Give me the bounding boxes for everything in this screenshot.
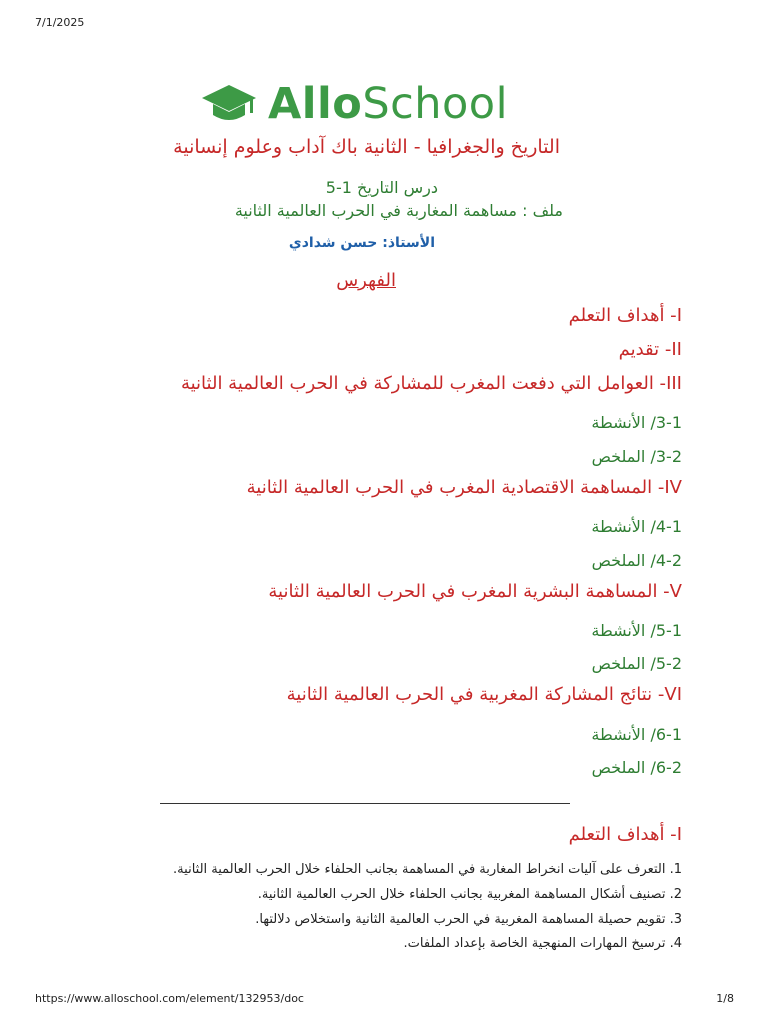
toc-subitem[interactable]: 3-2/ الملخص xyxy=(591,447,682,466)
objective-item: 2. تصنيف أشكال المساهمة المغربية بجانب الحلفاء خلال الحرب العالمية الثانية. xyxy=(257,887,682,902)
toc-subitem[interactable]: 5-2/ الملخص xyxy=(591,654,682,673)
toc-item[interactable]: IV- المساهمة الاقتصادية المغرب في الحرب العالمية الثانية xyxy=(246,477,682,498)
teacher-name: الأستاذ: حسن شدادي xyxy=(288,235,435,251)
toc-subitem[interactable]: 5-1/ الأنشطة xyxy=(591,621,682,640)
toc-subitem[interactable]: 6-1/ الأنشطة xyxy=(591,725,682,744)
alloschool-logo xyxy=(200,76,508,132)
graduation-cap-icon xyxy=(200,79,258,129)
toc-item[interactable]: V- المساهمة البشرية المغرب في الحرب العالمية الثانية xyxy=(268,581,682,602)
toc-subitem[interactable]: 4-2/ الملخص xyxy=(591,551,682,570)
toc-item[interactable]: II- تقديم xyxy=(618,339,682,360)
footer-url: https://www.alloschool.com/element/132953/doc xyxy=(35,992,304,1005)
toc-item[interactable]: I- أهداف التعلم xyxy=(568,305,682,326)
objective-item: 1. التعرف على آليات انخراط المغاربة في المساهمة بجانب الحلفاء خلال الحرب العالمية الثانية. xyxy=(173,862,682,877)
logo-allo: Allo xyxy=(268,79,363,129)
page-number: 1/8 xyxy=(716,992,734,1005)
logo-school: School xyxy=(362,79,509,129)
toc-subitem[interactable]: 3-1/ الأنشطة xyxy=(591,413,682,432)
toc-subitem[interactable]: 6-2/ الملخص xyxy=(591,758,682,777)
objective-item: 4. ترسيخ المهارات المنهجية الخاصة بإعداد الملفات. xyxy=(403,936,682,951)
lesson-title: درس التاريخ 1-5 xyxy=(325,178,438,197)
section-heading: I- أهداف التعلم xyxy=(568,824,682,845)
print-date: 7/1/2025 xyxy=(35,16,85,29)
toc-subitem[interactable]: 4-1/ الأنشطة xyxy=(591,517,682,536)
objective-item: 3. تقويم حصيلة المساهمة المغربية في الحرب العالمية الثانية واستخلاص دلالتها. xyxy=(255,912,682,927)
toc-item[interactable]: VI- نتائج المشاركة المغربية في الحرب العالمية الثانية xyxy=(286,684,682,705)
toc-item[interactable]: III- العوامل التي دفعت المغرب للمشاركة في الحرب العالمية الثانية xyxy=(180,373,682,394)
subject-title: التاريخ والجغرافيا - الثانية باك آداب وعلوم إنسانية xyxy=(173,136,560,158)
toc-title: الفهرس xyxy=(336,270,396,291)
file-title: ملف : مساهمة المغاربة في الحرب العالمية الثانية xyxy=(234,201,563,220)
logo-wordmark xyxy=(268,76,508,132)
section-divider xyxy=(160,803,570,804)
